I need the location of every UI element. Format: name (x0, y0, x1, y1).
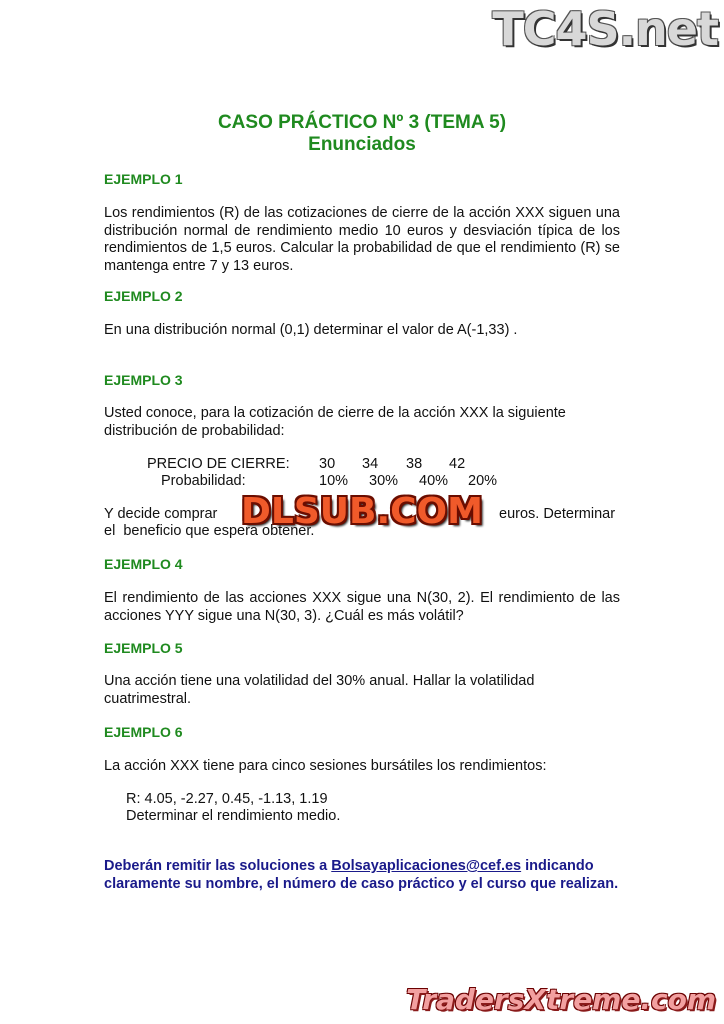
price-value: 34 (362, 456, 379, 472)
ejemplo-1-text: Los rendimientos (R) de las cotizaciones de cierre de la acción XXX siguen una distribución normal de rendimiento medio 10 euros y desviación típica de los rendimientos de 1,5 euros. Calcular la probabilidad de que el rendimiento (R) se mantenga entre 7 y 13 euros. (104, 205, 620, 274)
watermark-tc4s: TC4S.net (492, 2, 718, 56)
title-line-2: Enunciados (308, 134, 416, 155)
price-value: 30 (319, 456, 336, 472)
ejemplo-6-question: Determinar el rendimiento medio. (126, 808, 341, 824)
submission-note (104, 858, 624, 893)
probability-value: 40% (419, 473, 449, 489)
note-before: Deberán remitir las soluciones a (104, 858, 332, 874)
probability-value: 20% (468, 473, 498, 489)
ejemplo-5-text: Una acción tiene una volatilidad del 30% anual. Hallar la volatilidad cuatrimestral. (104, 673, 535, 707)
probability-label: Probabilidad: (161, 473, 246, 489)
watermark-dlsub: DLSUB.COM (241, 491, 483, 532)
ejemplo-3-text2-start: Y decide comprar (104, 506, 218, 522)
ejemplo-6-text: La acción XXX tiene para cinco sesiones bursátiles los rendimientos: (104, 758, 547, 774)
ejemplo-3-heading: EJEMPLO 3 (104, 372, 183, 388)
ejemplo-4-text: El rendimiento de las acciones XXX sigue una N(30, 2). El rendimiento de las acciones YYY sigue una N(30, 3). ¿Cuál es más volátil? (104, 590, 620, 624)
title-line-1: CASO PRÁCTICO Nº 3 (TEMA 5) (217, 112, 507, 133)
ejemplo-3-text: Usted conoce, para la cotización de cierre de la acción XXX la siguiente distribución de probabilidad: (104, 405, 566, 439)
ejemplo-4-heading: EJEMPLO 4 (104, 556, 183, 572)
email-link[interactable]: Bolsayaplicaciones@cef.es (331, 858, 522, 874)
ejemplo-1-heading: EJEMPLO 1 (104, 171, 183, 187)
note-after: indicando claramente su nombre, el número de caso práctico y el curso que realizan. (104, 858, 619, 892)
price-label: PRECIO DE CIERRE: (147, 456, 290, 472)
ejemplo-6-heading: EJEMPLO 6 (104, 724, 183, 740)
returns-list: R: 4.05, -2.27, 0.45, -1.13, 1.19 (126, 791, 328, 807)
ejemplo-5-heading: EJEMPLO 5 (104, 640, 183, 656)
watermark-tradersxtreme: TradersXtreme.com (406, 983, 716, 1016)
ejemplo-2-heading: EJEMPLO 2 (104, 288, 183, 304)
ejemplo-3-text2-end: euros. Determinar (499, 506, 616, 522)
ejemplo-3-text2-line2: el beneficio que espera obtener. (104, 523, 315, 539)
ejemplo-2-text: En una distribución normal (0,1) determinar el valor de A(-1,33) . (104, 322, 518, 338)
page-title (0, 112, 724, 156)
probability-value: 30% (369, 473, 399, 489)
price-value: 42 (449, 456, 466, 472)
price-value: 38 (406, 456, 423, 472)
probability-value: 10% (319, 473, 349, 489)
